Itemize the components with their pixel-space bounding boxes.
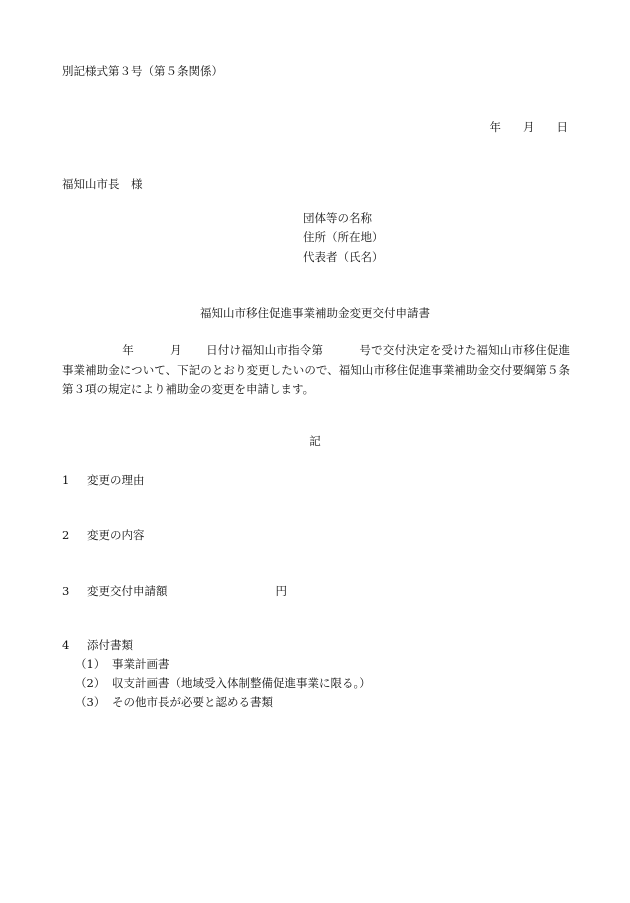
addressee: 福知山市長 様 [62,177,143,191]
attachment-number: （1） [75,657,106,671]
attachment-item [75,658,170,672]
attachment-item [75,696,273,710]
applicant-org-name: 団体等の名称 [303,211,372,225]
yen-unit: 円 [275,584,287,598]
item-label: 変更の内容 [87,528,145,542]
document-title: 福知山市移住促進事業補助金変更交付申請書 [200,306,430,320]
body-year: 年 [122,343,134,357]
attachment-label: 収支計画書（地域受入体制整備促進事業に限る。） [112,676,371,690]
applicant-address: 住所（所在地） [303,230,384,244]
attachment-label: その他市長が必要と認める書類 [112,695,273,709]
item-number: 2 [62,528,70,542]
item-label: 変更交付申請額 [87,584,168,598]
date-line [490,121,569,135]
item-attachments [62,639,133,653]
form-number: 別記様式第３号（第５条関係） [62,64,223,78]
attachment-number: （2） [75,676,106,690]
attachment-number: （3） [75,695,106,709]
item-change-content [62,529,145,543]
ki-heading: 記 [309,434,321,448]
body-dated: 日付け福知山市指令第 [205,343,324,357]
body-paragraph [62,341,570,400]
item-change-amount [62,585,287,599]
item-number: 3 [62,584,70,598]
date-day: 日 [556,120,568,134]
attachment-item [75,677,371,691]
item-number: 4 [62,638,70,652]
item-change-reason [62,474,145,488]
item-label: 変更の理由 [87,473,145,487]
body-text: 号で交付決定を受けた福知山市移住促進事業補助金について、下記のとおり変更したいので、福知山市移住促進事業補助金交付要綱第５条第３項の規定により補助金の変更を申請します。 [62,343,571,396]
date-month: 月 [523,120,535,134]
item-number: 1 [62,473,70,487]
body-month: 月 [169,343,182,357]
item-label: 添付書類 [87,638,133,652]
date-year: 年 [489,120,501,134]
applicant-representative: 代表者（氏名） [303,250,384,264]
attachment-label: 事業計画書 [112,657,170,671]
